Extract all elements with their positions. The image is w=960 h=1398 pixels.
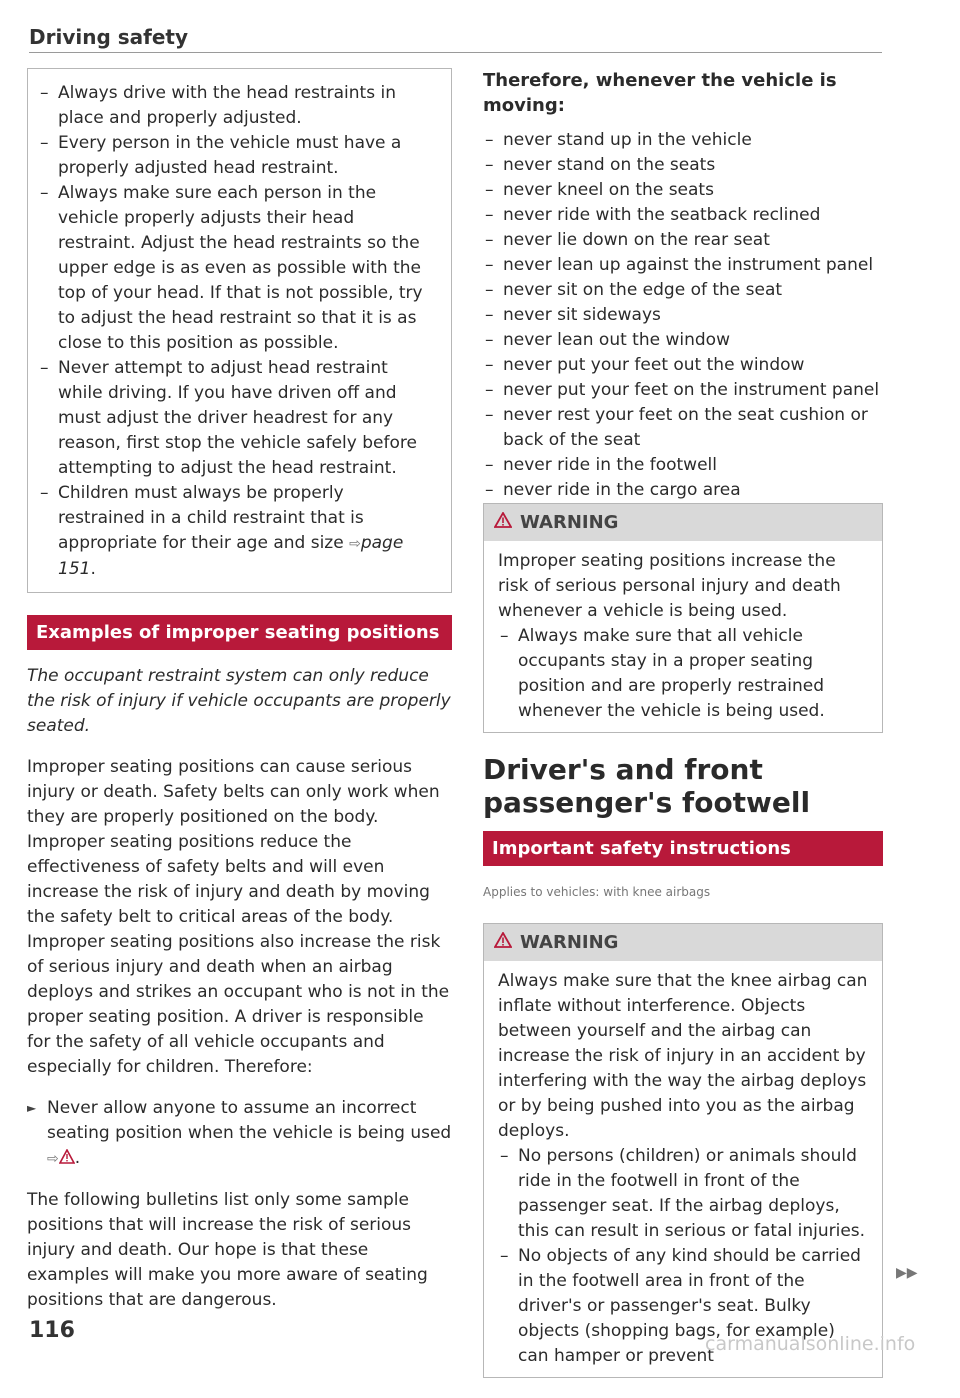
warning-text: Improper seating positions increase the risk of serious personal injury and death whenever a vehicle is being used. bbox=[498, 551, 841, 621]
reference-arrow-icon: ⇨ bbox=[349, 536, 361, 552]
list-item: – never rest your feet on the seat cushion or back of the seat bbox=[483, 403, 883, 453]
warning-box bbox=[483, 503, 883, 733]
page-number: 116 bbox=[29, 1318, 75, 1343]
list-item: – never put your feet on the instrument panel bbox=[483, 378, 883, 403]
list-item-text: Children must always be properly restrained in a child restraint that is appropriate for their age and size bbox=[58, 483, 364, 553]
watermark: carmanualsonline.info bbox=[705, 1333, 916, 1355]
list-item: – never lie down on the rear seat bbox=[483, 228, 883, 253]
warning-text: Always make sure that the knee airbag can inflate without interference. Objects between yourself and the airbag can increase the risk of injury in an accident by interfering with the way the airbag deploys or by being pushed into you as the airbag deploys. bbox=[498, 971, 868, 1141]
body-paragraph: The following bulletins list only some sample positions that will increase the risk of serious injury and death. Our hope is that these examples will make you more aware of seating positions that are dangerous. bbox=[27, 1190, 428, 1310]
list-item: – never stand up in the vehicle bbox=[483, 128, 883, 153]
warning-title: WARNING bbox=[520, 512, 619, 533]
list-item: – Never attempt to adjust head restraint while driving. If you have driven off and must adjust the driver headrest for any reason, first stop the vehicle safely before attempting to adjust the head restraint. bbox=[38, 356, 435, 481]
list-subheading: Therefore, whenever the vehicle is moving: bbox=[483, 70, 837, 116]
sentence-end: . bbox=[74, 1148, 81, 1168]
warning-body bbox=[484, 961, 882, 1377]
header-rule bbox=[29, 52, 882, 53]
head-restraint-list bbox=[38, 81, 435, 582]
list-item: – Always make sure that all vehicle occupants stay in a proper seating position and are properly restrained whenever the vehicle is being used. bbox=[498, 624, 868, 724]
warning-triangle-icon bbox=[494, 932, 512, 953]
head-restraint-box bbox=[27, 68, 452, 593]
sentence-end: . bbox=[90, 559, 96, 579]
list-item: – never sit on the edge of the seat bbox=[483, 278, 883, 303]
step-text: Never allow anyone to assume an incorrect seating position when the vehicle is being used bbox=[47, 1098, 452, 1143]
list-item: – never stand on the seats bbox=[483, 153, 883, 178]
applies-to-note: Applies to vehicles: with knee airbags bbox=[483, 885, 711, 899]
page-reference-link[interactable]: page 151 bbox=[58, 533, 404, 579]
list-item: – never ride in the footwell bbox=[483, 453, 883, 478]
list-item: – never ride in the cargo area bbox=[483, 478, 883, 503]
body-paragraph: Improper seating positions can cause serious injury or death. Safety belts can only work when they are properly positioned on the body. Improper seating positions reduce the effectiveness of safety belts and will even increase the risk of injury and death by moving the safety belt to critical areas of the body. Improper seating positions also increase the risk of serious injury and death when an airbag deploys and strikes an occupant who is not in the proper seating position. A driver is responsible for the safety of all vehicle occupants and especially for children. Therefore: bbox=[27, 757, 450, 1077]
section-intro: The occupant restraint system can only reduce the risk of injury if vehicle occupants are properly seated. bbox=[27, 666, 451, 736]
warning-triangle-icon bbox=[494, 512, 512, 533]
list-item: – never sit sideways bbox=[483, 303, 883, 328]
chapter-heading: Driver's and front passenger's footwell bbox=[483, 753, 811, 819]
warning-triangle-icon[interactable] bbox=[59, 1149, 75, 1168]
list-item: – Every person in the vehicle must have a properly adjusted head restraint. bbox=[38, 131, 435, 181]
warning-header bbox=[484, 504, 882, 541]
instruction-step bbox=[27, 1096, 452, 1172]
list-item bbox=[38, 481, 435, 582]
left-column bbox=[27, 68, 452, 1329]
reference-arrow-icon: ⇨ bbox=[47, 1151, 59, 1167]
warning-list bbox=[498, 624, 868, 724]
section-banner: Examples of improper seating positions bbox=[27, 615, 452, 650]
warning-header bbox=[484, 924, 882, 961]
running-header: Driving safety bbox=[29, 25, 188, 49]
warning-box bbox=[483, 923, 883, 1378]
warning-body bbox=[484, 541, 882, 732]
warning-title: WARNING bbox=[520, 932, 619, 953]
list-item: – Always make sure each person in the vehicle properly adjusts their head restraint. Adjust the head restraints so the upper edge is as even as possible with the top of your head. If that is not possible, try to adjust the head restraint so that it is as close to this position as possible. bbox=[38, 181, 435, 356]
section-banner: Important safety instructions bbox=[483, 831, 883, 866]
right-column bbox=[483, 68, 883, 1398]
list-item: – No objects of any kind should be carried in the footwell area in front of the driver's or passenger's seat. Bulky objects (shopping bags, for example) can hamper or prevent bbox=[498, 1244, 868, 1369]
list-item: – never lean out the window bbox=[483, 328, 883, 353]
step-triangle-icon: ► bbox=[27, 1101, 37, 1115]
improper-positions-list bbox=[483, 128, 883, 503]
list-item: – never put your feet out the window bbox=[483, 353, 883, 378]
list-item: – Always drive with the head restraints in place and properly adjusted. bbox=[38, 81, 435, 131]
list-item: – No persons (children) or animals should ride in the footwell in front of the passenger seat. If the airbag deploys, this can result in serious or fatal injuries. bbox=[498, 1144, 868, 1244]
list-item: – never kneel on the seats bbox=[483, 178, 883, 203]
continue-arrow-icon: ▶▶ bbox=[896, 1265, 918, 1281]
list-item: – never ride with the seatback reclined bbox=[483, 203, 883, 228]
list-item: – never lean up against the instrument panel bbox=[483, 253, 883, 278]
